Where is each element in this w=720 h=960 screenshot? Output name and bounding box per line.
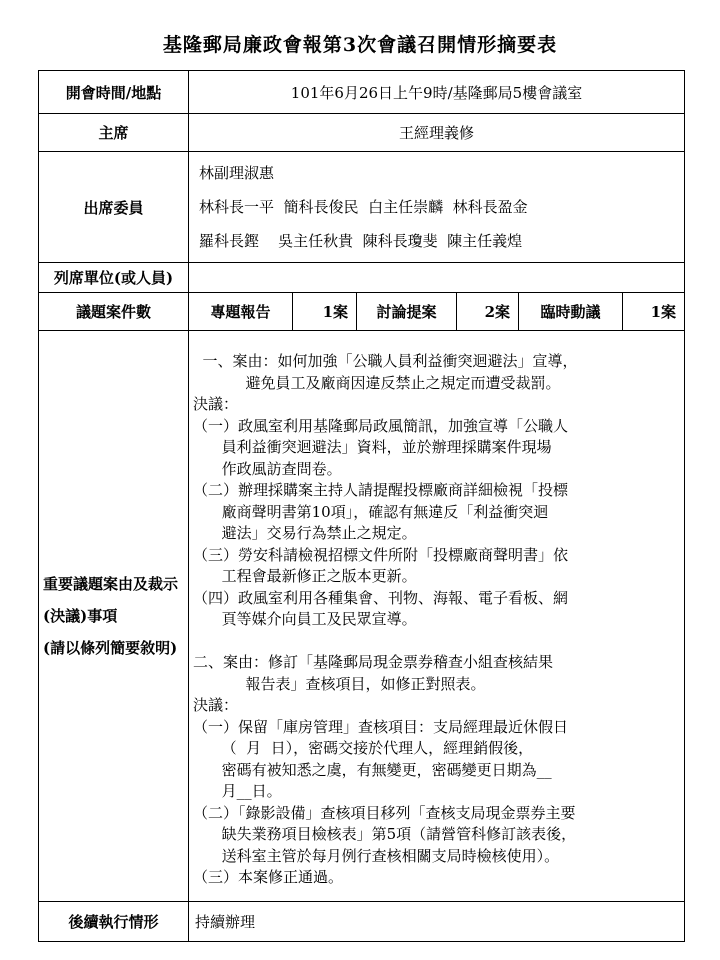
chair-label: 主席 xyxy=(39,114,189,152)
chair-value: 王經理義修 xyxy=(189,114,685,152)
issue-line: 作政風訪查問卷。 xyxy=(193,459,342,478)
issue-line: 員利益衝突迴避法」資料，並於辦理採購案件現場 xyxy=(193,438,552,456)
issue-line: 送科室主管於每月例行查核相關支局時檢核使用）。 xyxy=(193,846,560,865)
followup-label: 後續執行情形 xyxy=(39,902,189,942)
attendees-label: 出席委員 xyxy=(39,152,189,263)
issue-line: 工程會最新修正之版本更新。 xyxy=(193,567,417,585)
document-title: 基隆郵局廉政會報第3次會議召開情形摘要表 xyxy=(162,34,558,56)
issue-line: （一）保留「庫房管理」查核項目：支局經理最近休假日 xyxy=(193,717,569,736)
row-observers xyxy=(39,263,685,293)
time-place-value: 101年6月26日上午9時/基隆郵局5樓會議室 xyxy=(189,71,685,114)
counts-label: 議題案件數 xyxy=(39,293,189,331)
attendees-list xyxy=(189,152,685,263)
row-followup xyxy=(39,902,685,942)
issue-line: （ 月 日），密碼交接於代理人，經理銷假後， xyxy=(193,739,534,757)
issue-line: 二、案由：修訂「基隆郵局現金票券稽查小組查核結果 xyxy=(193,653,554,671)
issue-line: 決議： xyxy=(193,395,239,413)
issue-line: （二）「錄影設備」查核項目移列「查核支局現金票券主要 xyxy=(193,803,576,822)
issues-label-line: 重要議題案由及裁示 xyxy=(43,575,179,593)
count-label-report: 專題報告 xyxy=(189,293,293,331)
count-value-motion: 1案 xyxy=(623,293,685,331)
issues-content xyxy=(189,331,685,902)
issue-line: 廠商聲明書第10項」，確認有無違反「利益衝突迴 xyxy=(193,502,549,521)
issue-line: 密碼有被知悉之虞，有無變更，密碼變更日期為__ xyxy=(193,760,552,779)
issues-label-line: (請以條列簡要敘明) xyxy=(43,639,178,657)
issue-line: （四）政風室利用各種集會、刊物、海報、電子看板、網 xyxy=(193,588,569,607)
row-attendees xyxy=(39,152,685,263)
followup-value: 持續辦理 xyxy=(189,902,685,942)
row-counts xyxy=(39,293,685,331)
attendee-line: 林科長一平 簡科長俊民 白主任崇麟 林科長盈金 xyxy=(199,198,528,216)
attendee-line: 羅科長鏗 吳主任秋貴 陳科長瓊斐 陳主任義煌 xyxy=(199,232,523,250)
issue-line: 月__日。 xyxy=(193,782,282,800)
observers-label: 列席單位(或人員) xyxy=(39,263,189,293)
issue-line: 決議： xyxy=(193,696,239,714)
issue-line: 一、案由：如何加強「公職人員利益衝突迴避法」宣導， xyxy=(193,352,578,370)
issue-line xyxy=(193,631,680,653)
count-value-proposal: 2案 xyxy=(457,293,519,331)
row-chair xyxy=(39,114,685,152)
issue-line: 避法」交易行為禁止之規定。 xyxy=(193,524,417,542)
count-value-report: 1案 xyxy=(293,293,357,331)
summary-table xyxy=(38,70,685,942)
issue-line: （三）本案修正通過。 xyxy=(193,868,344,886)
observers-value xyxy=(189,263,685,293)
issue-line: （一）政風室利用基隆郵局政風簡訊，加強宣導「公職人 xyxy=(193,416,569,435)
issues-label xyxy=(39,331,189,902)
issue-line: 頁等媒介向員工及民眾宣導。 xyxy=(193,610,417,628)
row-issues xyxy=(39,331,685,902)
count-label-motion: 臨時動議 xyxy=(519,293,623,331)
row-time-place xyxy=(39,71,685,114)
issue-line: 報告表」查核項目，如修正對照表。 xyxy=(193,674,486,693)
attendee-line: 林副理淑惠 xyxy=(199,164,275,182)
time-place-label: 開會時間/地點 xyxy=(39,71,189,114)
issue-line: 避免員工及廠商因違反禁止之規定而遭受裁罰。 xyxy=(193,373,561,392)
issue-line: （二）辦理採購案主持人請提醒投標廠商詳細檢視「投標 xyxy=(193,481,569,499)
issues-label-line: (決議)事項 xyxy=(43,607,118,625)
issue-line: （三）勞安科請檢視招標文件所附「投標廠商聲明書」依 xyxy=(193,545,569,564)
issue-line: 缺失業務項目檢核表」第5項（請營管科修訂該表後， xyxy=(193,825,577,843)
count-label-proposal: 討論提案 xyxy=(357,293,457,331)
